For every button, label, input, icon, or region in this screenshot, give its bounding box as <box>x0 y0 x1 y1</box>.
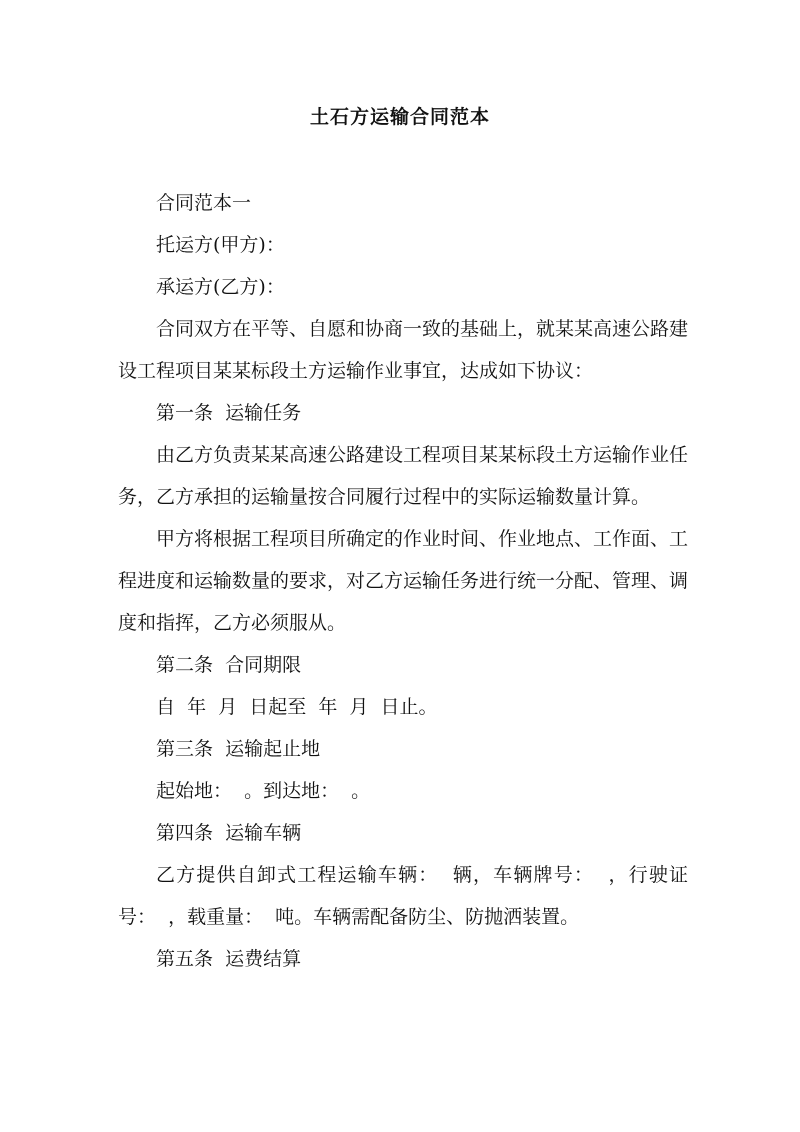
document-body <box>118 182 688 980</box>
article-5-heading: 第五条 运费结算 <box>156 948 302 970</box>
paragraph-party-b: 承运方(乙方)： <box>156 276 285 298</box>
article-2-heading: 第二条 合同期限 <box>156 654 302 676</box>
article-4-heading: 第四条 运输车辆 <box>156 822 302 844</box>
article-3-heading: 第三条 运输起止地 <box>156 738 321 760</box>
document-title: 土石方运输合同范本 <box>309 106 490 128</box>
article-3-paragraph: 起始地： 。到达地： 。 <box>156 780 371 802</box>
article-1-heading: 第一条 运输任务 <box>156 402 302 424</box>
article-2-paragraph: 自 年 月 日起至 年 月 日止。 <box>156 696 438 718</box>
article-1-paragraph-1: 由乙方负责某某高速公路建设工程项目某某标段土方运输作业任务，乙方承担的运输量按合同履行过程中的实际运输数量计算。 <box>118 444 689 508</box>
paragraph-party-a: 托运方(甲方)： <box>156 234 285 256</box>
article-4-paragraph: 乙方提供自卸式工程运输车辆： 辆，车辆牌号： ，行驶证号： ，载重量： 吨。车辆需配备防尘、防抛洒装置。 <box>118 864 688 928</box>
paragraph-preamble: 合同双方在平等、自愿和协商一致的基础上，就某某高速公路建设工程项目某某标段土方运输作业事宜，达成如下协议： <box>118 318 689 382</box>
paragraph-template-label: 合同范本一 <box>156 192 252 214</box>
article-1-paragraph-2: 甲方将根据工程项目所确定的作业时间、作业地点、工作面、工程进度和运输数量的要求，对乙方运输任务进行统一分配、管理、调度和指挥，乙方必须服从。 <box>118 528 689 634</box>
